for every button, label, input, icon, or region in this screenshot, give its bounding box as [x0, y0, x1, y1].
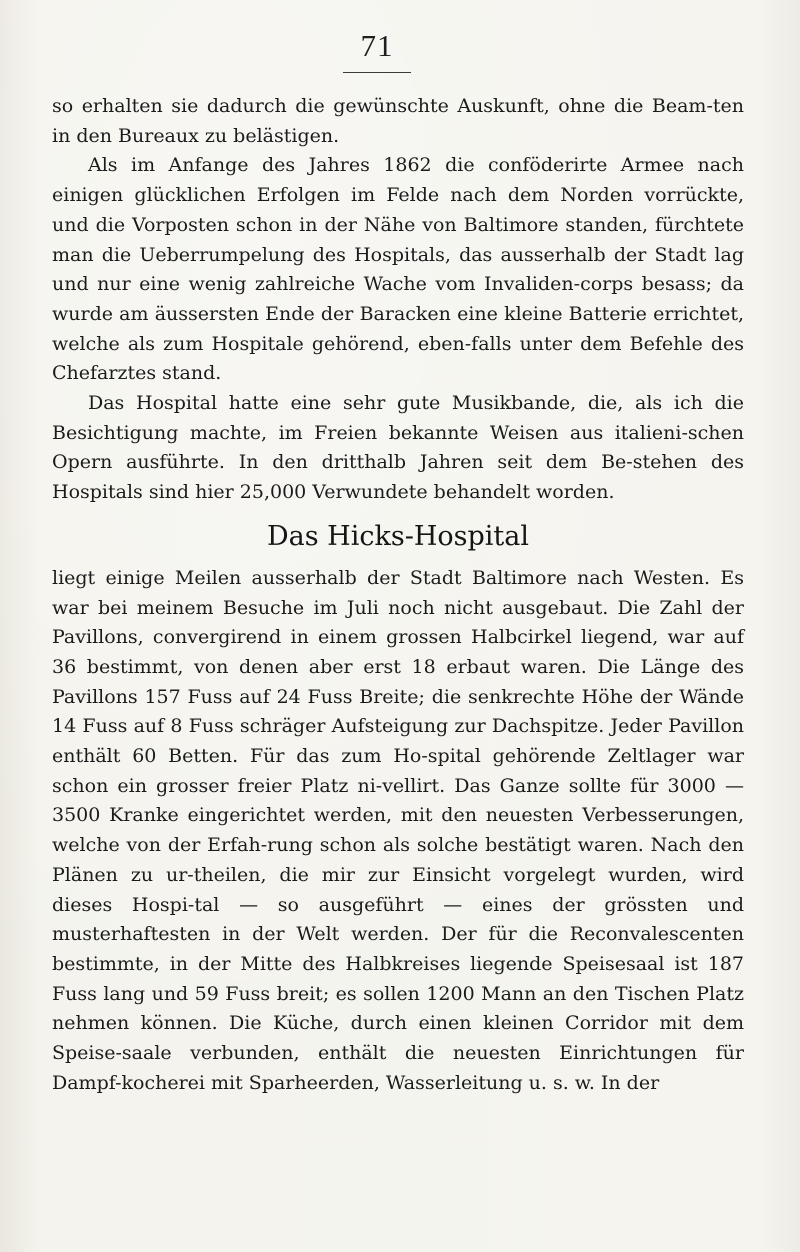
paragraph-hicks-hospital: liegt einige Meilen ausserhalb der Stadt Baltimore nach Westen. Es war bei meinem Besuche im Juli noch nicht ausgebaut. Die Zahl der Pavillons, convergirend in einem grossen Halbcirkel liegend, war auf 36 bestimmt, von denen aber erst 18 erbaut waren. Die Länge des Pavillons 157 Fuss auf 24 Fuss Breite; die senkrechte Höhe der Wände 14 Fuss auf 8 Fuss schräger Aufsteigung zur Dachspitze. Jeder Pavillon enthält 60 Betten. Für das zum Ho-spital gehörende Zeltlager war schon ein grosser freier Platz ni-vellirt. Das Ganze sollte für 3000 — 3500 Kranke eingerichtet werden, mit den neuesten Verbesserungen, welche von der Erfah-rung schon als solche bestätigt waren. Nach den Plänen zu ur-theilen, die mir zur Einsicht vorgelegt wurden, wird dieses Hospi-tal — so ausgeführt — eines der grössten und musterhaftesten in der Welt werden. Der für die Reconvalescenten bestimmte, in der Mitte des Halbkreises liegende Speisesaal ist 187 Fuss lang und 59 Fuss breit; es sollen 1200 Mann an den Tischen Platz nehmen können. Die Küche, durch einen kleinen Corridor mit dem Speise-saale verbunden, enthält die neuesten Einrichtungen für Dampf-kocherei mit Sparheerden, Wasserleitung u. s. w. In der [52, 566, 744, 1094]
body-text [52, 92, 744, 1099]
paragraph-confederate-army: Als im Anfange des Jahres 1862 die conföderirte Armee nach einigen glücklichen Erfolgen im Felde nach dem Norden vorrückte, und die Vorposten schon in der Nähe von Baltimore standen, fürchtete man die Ueberrumpelung des Hospitals, das ausserhalb der Stadt lag und nur eine wenig zahlreiche Wache vom Invaliden-corps besass; da wurde am äussersten Ende der Baracken eine kleine Batterie errichtet, welche als zum Hospitale gehörend, eben-falls unter dem Befehle des Chefarztes stand. [52, 154, 744, 385]
paragraph-music-band: Das Hospital hatte eine sehr gute Musikbande, die, als ich die Besichtigung machte, im Freien bekannte Weisen aus italieni-schen Opern ausführte. In den dritthalb Jahren seit dem Be-stehen des Hospitals sind hier 25,000 Verwundete behandelt worden. [52, 392, 744, 504]
page-number-rule [343, 72, 411, 73]
section-heading: Das Hicks-Hospital [267, 520, 529, 552]
paragraph-continuation: so erhalten sie dadurch die gewünschte Auskunft, ohne die Beam-ten in den Bureaux zu belästigen. [52, 95, 744, 147]
page-number: 71 [360, 28, 394, 63]
